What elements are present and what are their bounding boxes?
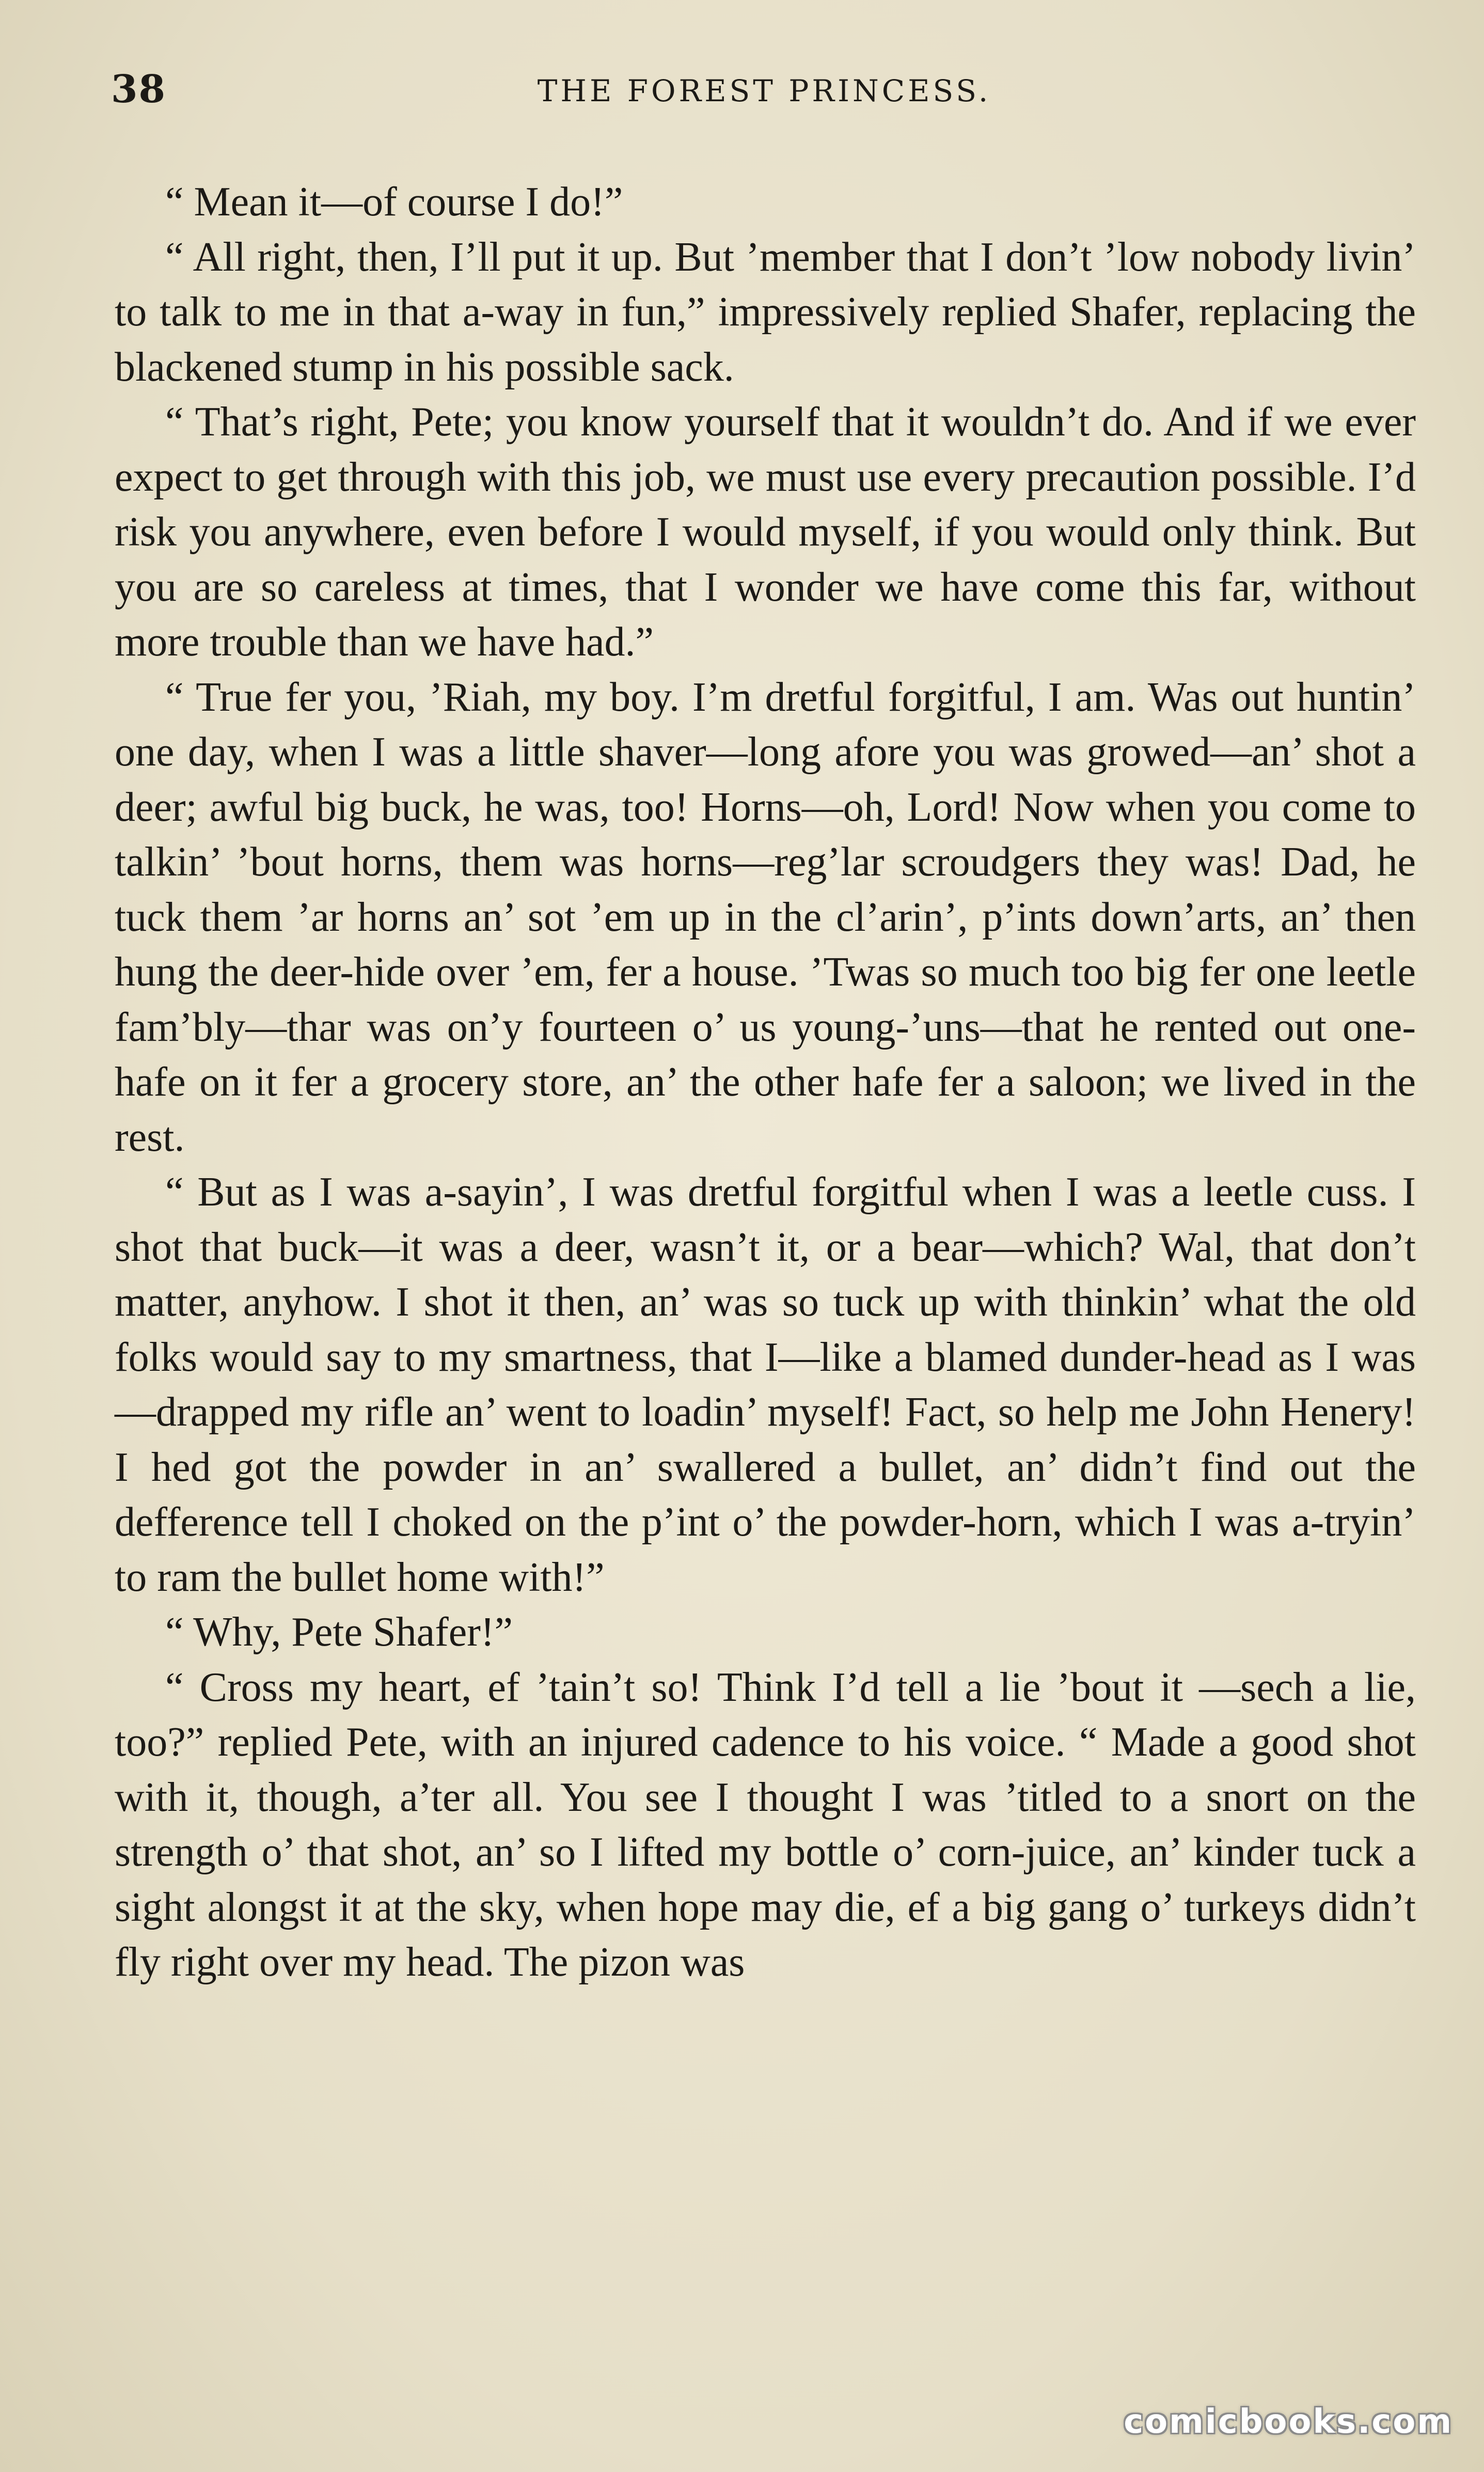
paragraph: “ All right, then, I’ll put it up. But ’member that I don’t ’low nobody livin’ to talk to me in that a-way in fun,” impressively replied Shafer, replacing the blackened stump in his possible sack.	[115, 234, 1416, 390]
paragraph: “ But as I was a-sayin’, I was dretful forgitful when I was a leetle cuss. I shot that buck—it was a deer, wasn’t it, or a bear—which? Wal, that don’t matter, anyhow. I shot it then, an’ was so tuck up with thinkin’ what the old folks would say to my smartness, that I—like a blamed dunder-head as I was—drapped my rifle an’ went to loadin’ myself! Fact, so help me John Henery! I hed got the powder in an’ swallered a bullet, an’ didn’t find out the defference tell I choked on the p’int o’ the powder-horn, which I was a-tryin’ to ram the bullet home with!”	[115, 1169, 1416, 1600]
body-text	[115, 175, 1416, 1990]
page-header	[111, 67, 1417, 124]
paragraph: “ Mean it—of course I do!”	[165, 179, 623, 225]
paragraph: “ Cross my heart, ef ’tain’t so! Think I’d tell a lie ’bout it —sech a lie, too?” replied Pete, with an injured cadence to his voice. “ Made a good shot with it, though, a’ter all. You see I thought I was ’titled to a snort on the strength o’ that shot, an’ so I lifted my bottle o’ corn-juice, an’ kinder tuck a sight alongst it at the sky, when hope may die, ef a big gang o’ turkeys didn’t fly right over my head. The pizon was	[115, 1664, 1416, 1985]
paragraph: “ Why, Pete Shafer!”	[165, 1609, 513, 1655]
watermark: comicbooks.com	[1124, 2403, 1453, 2441]
paragraph: “ True fer you, ’Riah, my boy. I’m dretful forgitful, I am. Was out huntin’ one day, when I was a little shaver—long afore you was growed—an’ shot a deer; awful big buck, he was, too! Horns—oh, Lord! Now when you come to talkin’ ’bout horns, them was horns—reg’lar scroudgers they was! Dad, he tuck them ’ar horns an’ sot ’em up in the cl’arin’, p’ints down’arts, an’ then hung the deer-hide over ’em, fer a house. ’Twas so much too big fer one leetle fam’bly—thar was on’y fourteen o’ us young-’uns—that he rented out one-hafe on it fer a grocery store, an’ the other hafe fer a saloon; we lived in the rest.	[115, 674, 1416, 1160]
running-title: THE FOREST PRINCESS.	[537, 73, 991, 108]
page-number: 38	[111, 67, 166, 112]
paragraph: “ That’s right, Pete; you know yourself that it wouldn’t do. And if we ever expect to get through with this job, we must use every precaution possible. I’d risk you anywhere, even before I would myself, if you would only think. But you are so careless at times, that I wonder we have come this far, without more trouble than we have had.”	[115, 399, 1416, 665]
